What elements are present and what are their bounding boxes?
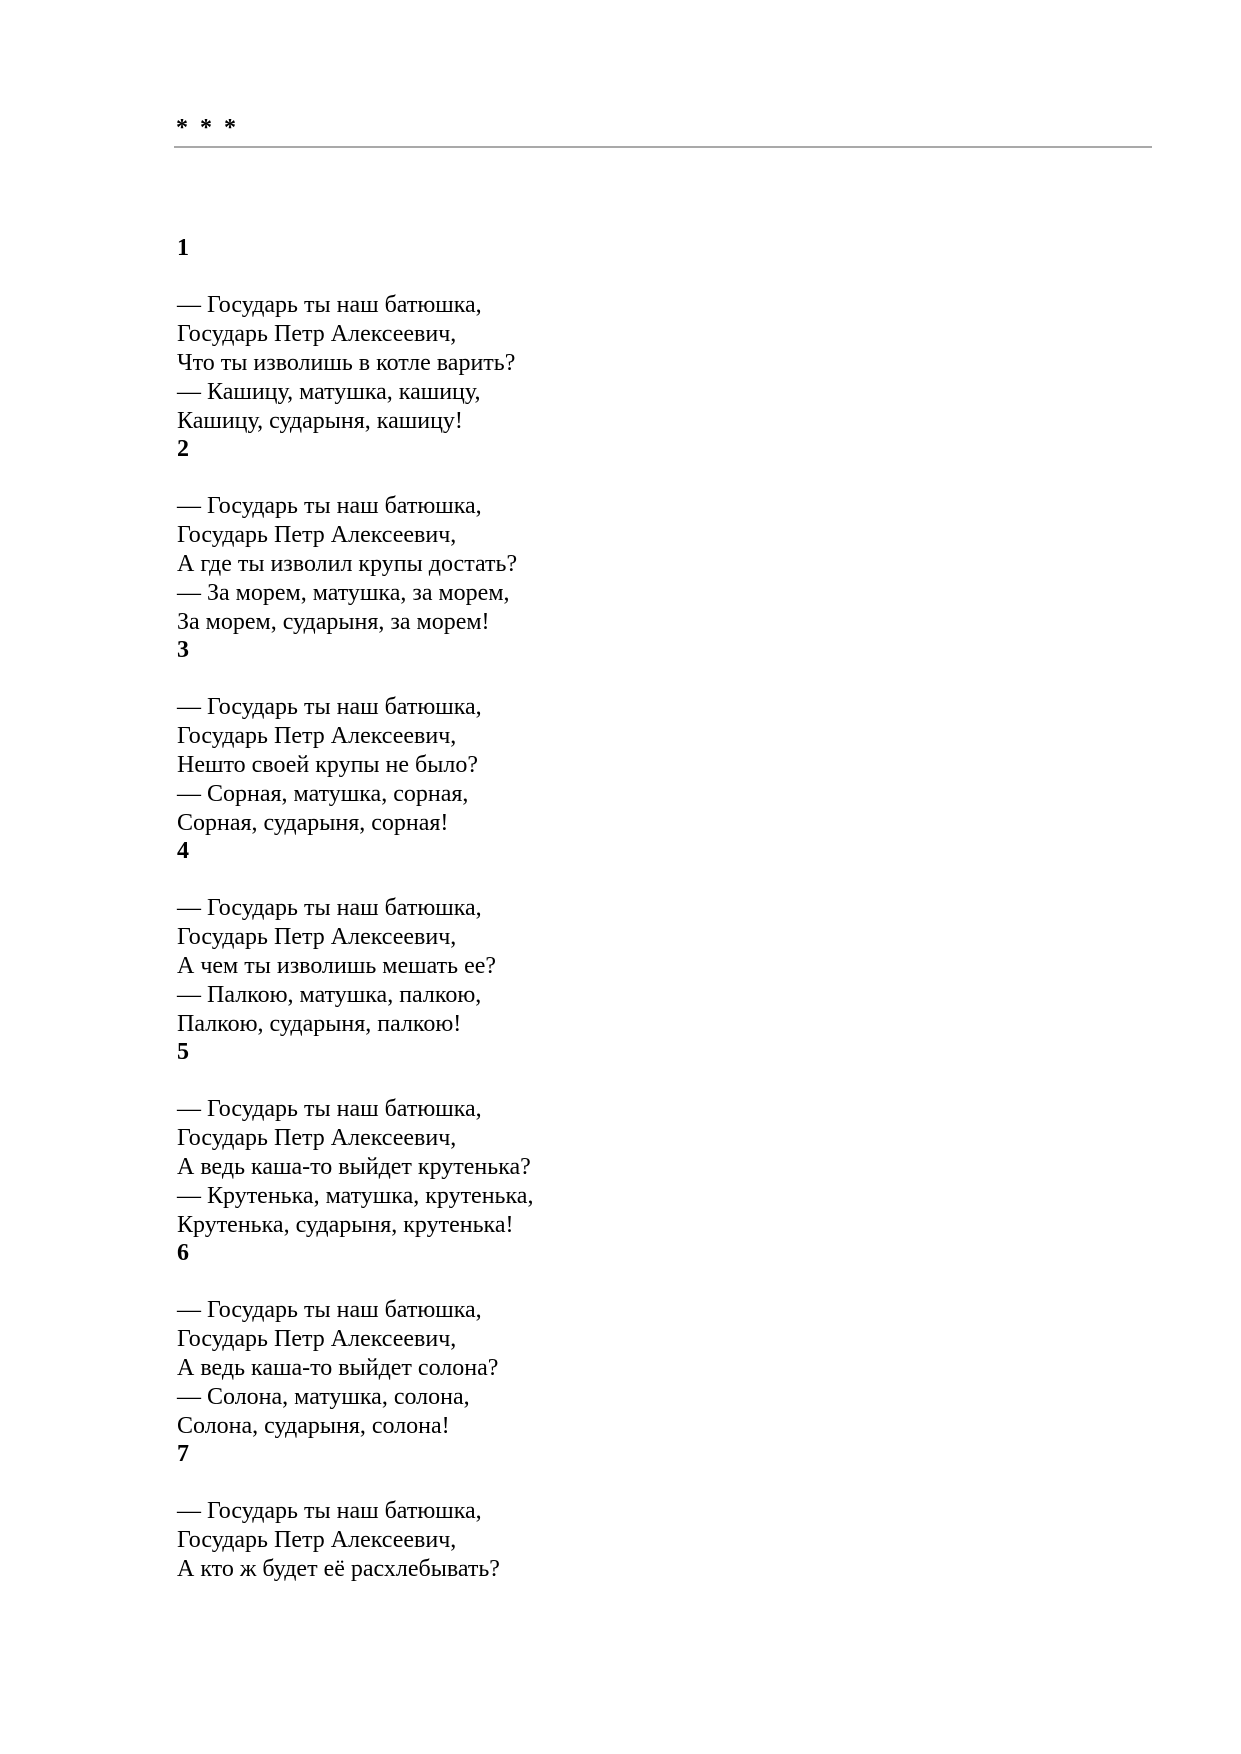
stanza-number: 3 — [177, 637, 189, 663]
verse-line: — Солона, матушка, солона, — [177, 1384, 470, 1410]
verse-line: — За морем, матушка, за морем, — [177, 580, 510, 606]
stanza — [177, 234, 1077, 435]
verse-line: А ведь каша-то выйдет солона? — [177, 1355, 499, 1381]
verse-line: — Государь ты наш батюшка, — [177, 1096, 482, 1122]
verse-line: Палкою, сударыня, палкою! — [177, 1011, 462, 1037]
stanza — [177, 1038, 1077, 1239]
verse-line: — Государь ты наш батюшка, — [177, 694, 482, 720]
verse-line: Сорная, сударыня, сорная! — [177, 810, 449, 836]
verse-line: Государь Петр Алексеевич, — [177, 723, 457, 749]
stanza — [177, 1440, 1077, 1641]
stanza-number: 6 — [177, 1240, 189, 1266]
verse-line: — Государь ты наш батюшка, — [177, 895, 482, 921]
verse-line: Крутенька, сударыня, крутенька! — [177, 1212, 514, 1238]
stanza-number: 2 — [177, 436, 189, 462]
verse-line: — Государь ты наш батюшка, — [177, 292, 482, 318]
verse-line: — Крутенька, матушка, крутенька, — [177, 1183, 534, 1209]
stanza-number: 5 — [177, 1039, 189, 1065]
stanza-number: 1 — [177, 235, 189, 261]
verse-line: Солона, сударыня, солона! — [177, 1413, 450, 1439]
verse-line: А кто ж будет её расхлебывать? — [177, 1556, 500, 1582]
verse-line: Что ты изволишь в котле варить? — [177, 350, 516, 376]
stanza-number: 4 — [177, 838, 189, 864]
verse-line: — Государь ты наш батюшка, — [177, 1297, 482, 1323]
verse-line: Государь Петр Алексеевич, — [177, 1527, 457, 1553]
verse-line: — Государь ты наш батюшка, — [177, 1498, 482, 1524]
verse-line: Государь Петр Алексеевич, — [177, 924, 457, 950]
stanza — [177, 837, 1077, 1038]
verse-line: За морем, сударыня, за морем! — [177, 609, 490, 635]
verse-line: Государь Петр Алексеевич, — [177, 1125, 457, 1151]
verse-line: — Кашицу, матушка, кашицу, — [177, 379, 481, 405]
verse-line: Кашицу, сударыня, кашицу! — [177, 408, 463, 434]
stanza-number: 7 — [177, 1441, 189, 1467]
verse-line: А ведь каша-то выйдет крутенька? — [177, 1154, 531, 1180]
verse-line: Государь Петр Алексеевич, — [177, 522, 457, 548]
poem-body — [177, 234, 1077, 1641]
verse-line: — Палкою, матушка, палкою, — [177, 982, 482, 1008]
verse-line: А чем ты изволишь мешать ее? — [177, 953, 497, 979]
verse-line: А где ты изволил крупы достать? — [177, 551, 518, 577]
stanza — [177, 636, 1077, 837]
verse-line: Государь Петр Алексеевич, — [177, 321, 457, 347]
section-header: * * * — [176, 115, 239, 141]
header-divider — [174, 146, 1152, 148]
stanza — [177, 435, 1077, 636]
verse-line: — Сорная, матушка, сорная, — [177, 781, 469, 807]
verse-line: Государь Петр Алексеевич, — [177, 1326, 457, 1352]
stanza — [177, 1239, 1077, 1440]
verse-line: — Государь ты наш батюшка, — [177, 493, 482, 519]
verse-line: Нешто своей крупы не было? — [177, 752, 479, 778]
